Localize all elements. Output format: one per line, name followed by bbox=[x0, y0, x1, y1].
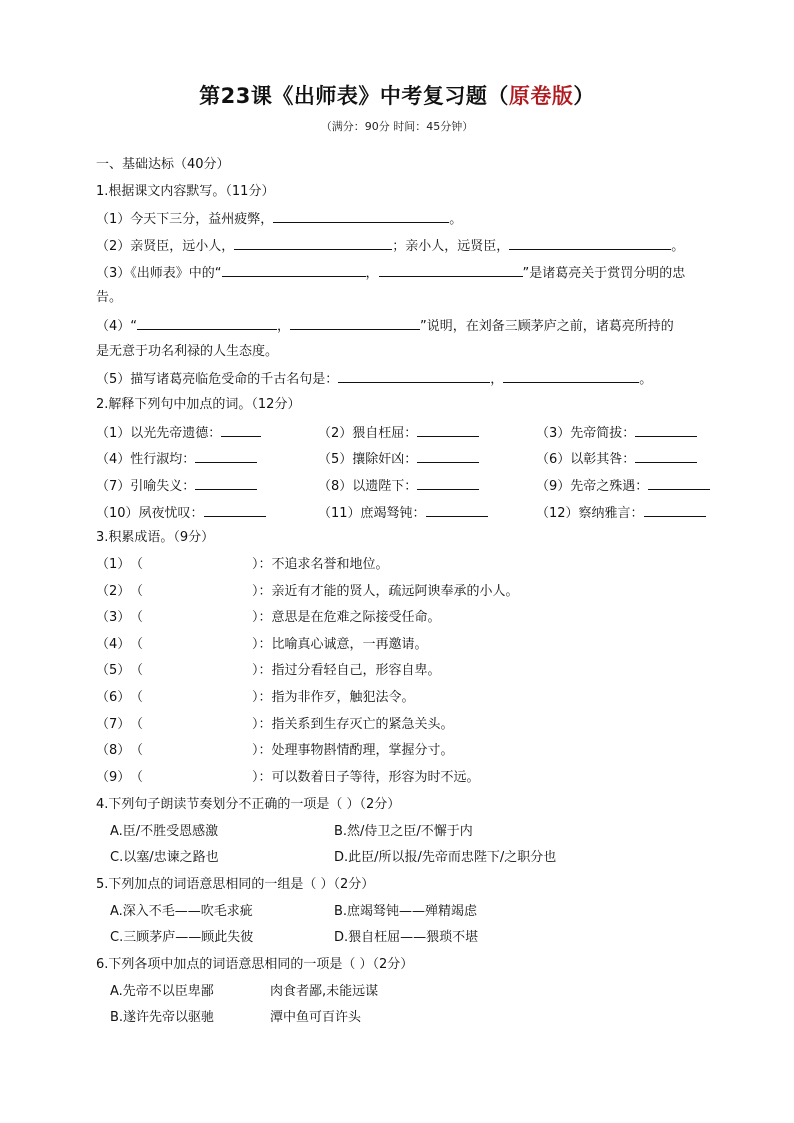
q3-item-definition: ）：亲近有才能的贤人，疏远阿谀奉承的小人。 bbox=[252, 583, 519, 599]
page-title bbox=[0, 80, 794, 110]
q3-item-definition: ）：意思是在危难之际接受任命。 bbox=[252, 610, 441, 626]
q1-line-3b: 告。 bbox=[96, 290, 123, 305]
q3-item-open-paren[interactable]: （ bbox=[130, 743, 144, 759]
title-main: 第23课《出师表》中考复习题（ bbox=[199, 84, 509, 108]
q1-line-5: （5）描写诸葛亮临危受命的千古名句是： ， 。 bbox=[96, 369, 652, 389]
answer-blank[interactable] bbox=[379, 263, 523, 277]
q3-item-open-paren[interactable]: （ bbox=[130, 636, 144, 652]
q3-item-definition: ）：指为非作歹，触犯法令。 bbox=[252, 690, 415, 705]
q3-item-open-paren[interactable]: （ bbox=[130, 690, 144, 705]
q2-item: （3）先帝简拔： bbox=[536, 423, 697, 443]
answer-blank[interactable] bbox=[204, 503, 266, 517]
q3-item-open-paren[interactable]: （ bbox=[130, 557, 144, 572]
answer-blank[interactable] bbox=[273, 209, 449, 223]
q5-label: 5.下列加点的词语意思相同的一组是（ ）（2分） bbox=[96, 877, 375, 892]
q2-label: 2.解释下列句中加点的词。（12分） bbox=[96, 397, 301, 412]
answer-blank[interactable] bbox=[137, 316, 277, 330]
q3-item-definition: ）：不追求名誉和地位。 bbox=[252, 557, 389, 572]
answer-blank[interactable] bbox=[290, 316, 420, 330]
q4-label: 4.下列句子朗读节奏划分不正确的一项是（ ）（2分） bbox=[96, 797, 401, 812]
answer-blank[interactable] bbox=[635, 423, 697, 437]
q2-item: （11）庶竭驽钝： bbox=[318, 503, 488, 523]
section-heading: 一、基础达标（40分） bbox=[96, 157, 230, 172]
q1-line-2: （2）亲贤臣，远小人， ；亲小人，远贤臣， 。 bbox=[96, 236, 684, 256]
q3-item-definition: ）：可以数着日子等待，形容为时不远。 bbox=[252, 769, 480, 785]
q6-option-a-compare: 肉食者鄙,未能远谋 bbox=[270, 984, 379, 999]
answer-blank[interactable] bbox=[195, 476, 257, 490]
q5-option-d[interactable]: D.猥自枉屈——猥琐不堪 bbox=[334, 930, 479, 945]
q3-item-definition: ）：比喻真心诚意，一再邀请。 bbox=[252, 636, 428, 652]
q3-item-number: （6） bbox=[96, 690, 131, 705]
q3-item-open-paren[interactable]: （ bbox=[130, 769, 144, 785]
q3-label: 3.积累成语。（9分） bbox=[96, 530, 215, 545]
answer-blank[interactable] bbox=[426, 503, 488, 517]
q3-item-number: （4） bbox=[96, 636, 131, 652]
q2-item: （4）性行淑均： bbox=[96, 449, 257, 469]
q3-item-number: （8） bbox=[96, 743, 131, 759]
answer-blank[interactable] bbox=[648, 476, 710, 490]
q3-item-number: （3） bbox=[96, 610, 131, 626]
q3-item-open-paren[interactable]: （ bbox=[130, 663, 144, 679]
answer-blank[interactable] bbox=[221, 423, 261, 437]
answer-blank[interactable] bbox=[417, 423, 479, 437]
q1-line-1: （1）今天下三分，益州疲弊， 。 bbox=[96, 209, 462, 229]
title-version: 原卷版 bbox=[508, 84, 574, 108]
answer-blank[interactable] bbox=[195, 449, 257, 463]
q2-item: （8）以遗陛下： bbox=[318, 476, 479, 496]
answer-blank[interactable] bbox=[417, 476, 479, 490]
answer-blank[interactable] bbox=[509, 236, 671, 250]
title-end: ） bbox=[573, 84, 595, 108]
answer-blank[interactable] bbox=[338, 369, 490, 383]
q3-item-number: （2） bbox=[96, 583, 131, 599]
q6-label: 6.下列各项中加点的词语意思相同的一项是（ ）（2分） bbox=[96, 957, 414, 972]
answer-blank[interactable] bbox=[644, 503, 706, 517]
q1-label: 1.根据课文内容默写。（11分） bbox=[96, 184, 275, 199]
q2-item: （2）猥自枉屈： bbox=[318, 423, 479, 443]
page-subtitle: （满分：90分 时间：45分钟） bbox=[320, 120, 474, 133]
q3-item-number: （7） bbox=[96, 716, 131, 732]
q2-item: （6）以彰其咎： bbox=[536, 449, 697, 469]
q5-option-b[interactable]: B.庶竭驽钝——殚精竭虑 bbox=[334, 904, 478, 919]
q5-option-a[interactable]: A.深入不毛——吹毛求疵 bbox=[110, 904, 253, 919]
q1-line-4: （4）“ ， ”说明，在刘备三顾茅庐之前，诸葛亮所持的 bbox=[96, 316, 674, 336]
q6-option-b[interactable]: B.遂许先帝以驱驰 bbox=[110, 1010, 215, 1025]
q2-item: （12）察纳雅言： bbox=[536, 503, 706, 523]
q4-option-b[interactable]: B.然/侍卫之臣/不懈于内 bbox=[334, 824, 473, 839]
q2-item: （9）先帝之殊遇： bbox=[536, 476, 710, 496]
q3-item-number: （1） bbox=[96, 557, 131, 572]
q3-item-definition: ）：指关系到生存灭亡的紧急关头。 bbox=[252, 716, 454, 732]
q3-item-open-paren[interactable]: （ bbox=[130, 610, 144, 626]
q6-option-a[interactable]: A.先帝不以臣卑鄙 bbox=[110, 984, 214, 999]
q4-option-a[interactable]: A.臣/不胜受恩感激 bbox=[110, 824, 219, 839]
answer-blank[interactable] bbox=[417, 449, 479, 463]
q3-item-open-paren[interactable]: （ bbox=[130, 716, 144, 732]
answer-blank[interactable] bbox=[234, 236, 392, 250]
q4-option-d[interactable]: D.此臣/所以报/先帝而忠陛下/之职分也 bbox=[334, 850, 557, 865]
q3-item-definition: ）：处理事物斟情酌理，掌握分寸。 bbox=[252, 743, 454, 759]
q4-option-c[interactable]: C.以塞/忠谏之路也 bbox=[110, 850, 219, 865]
q2-item: （10）夙夜忧叹： bbox=[96, 503, 266, 523]
q2-item: （5）攘除奸凶： bbox=[318, 449, 479, 469]
answer-blank[interactable] bbox=[503, 369, 639, 383]
q3-item-definition: ）：指过分看轻自己，形容自卑。 bbox=[252, 663, 441, 679]
q1-line-3: （3）《出师表》中的“ ， ”是诸葛亮关于赏罚分明的忠 bbox=[96, 263, 685, 283]
q2-item: （1）以光先帝遗德： bbox=[96, 423, 261, 443]
q3-item-number: （5） bbox=[96, 663, 131, 679]
q6-option-b-compare: 潭中鱼可百许头 bbox=[270, 1010, 362, 1025]
q1-line-4b: 是无意于功名利禄的人生态度。 bbox=[96, 344, 279, 359]
q5-option-c[interactable]: C.三顾茅庐——顾此失彼 bbox=[110, 930, 254, 945]
answer-blank[interactable] bbox=[635, 449, 697, 463]
q3-item-number: （9） bbox=[96, 769, 131, 785]
answer-blank[interactable] bbox=[222, 263, 366, 277]
q2-item: （7）引喻失义： bbox=[96, 476, 257, 496]
q3-item-open-paren[interactable]: （ bbox=[130, 583, 144, 599]
